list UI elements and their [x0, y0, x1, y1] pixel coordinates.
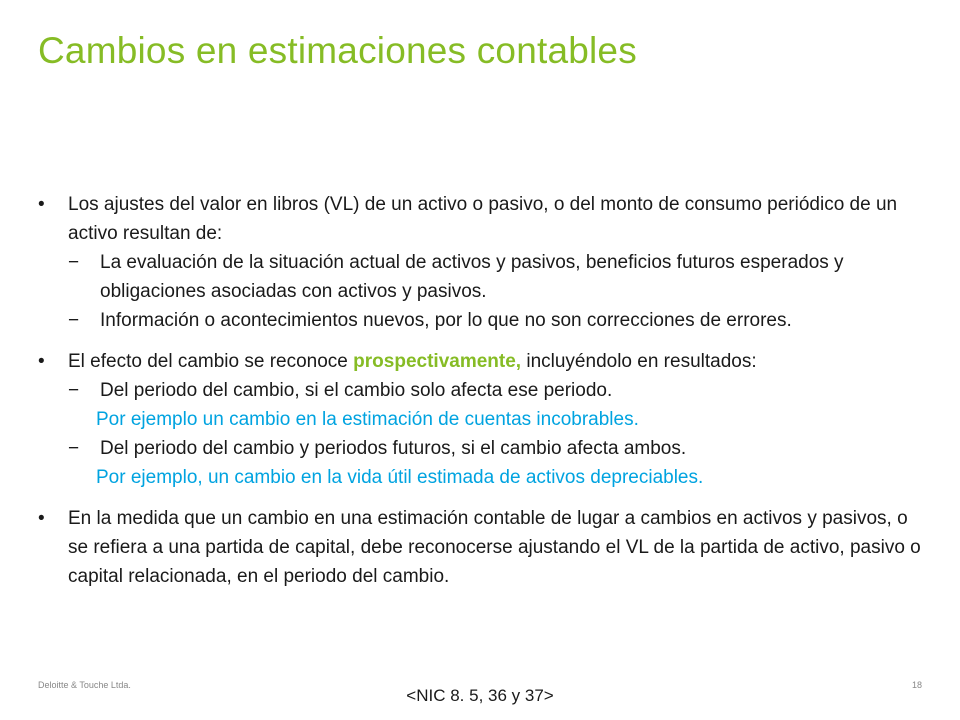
bullet-text-start: El efecto del cambio se reconoce	[68, 351, 354, 372]
example-text: Por ejemplo un cambio en la estimación de cuentas incobrables.	[96, 409, 639, 430]
sub-item	[68, 306, 928, 335]
bullet-text: En la medida que un cambio en una estimación contable de lugar a cambios en activos y pasivos, o se refiera a una partida de capital, debe reconocerse ajustando el VL de la partida de activo, pasivo o capital relacionada, en el periodo del cambio.	[68, 508, 921, 587]
bullet-text: Los ajustes del valor en libros (VL) de un activo o pasivo, o del monto de consumo periódico de un activo resultan de:	[68, 194, 898, 244]
bullet-text	[68, 347, 928, 376]
sub-item	[68, 376, 928, 405]
footer-company: Deloitte & Touche Ltda.	[38, 680, 131, 690]
page-number: 18	[911, 680, 922, 690]
sub-item-text: Información o acontecimientos nuevos, por lo que no son correcciones de errores.	[100, 310, 792, 331]
dash-icon: −	[68, 310, 80, 331]
bullet-item-2	[38, 347, 928, 492]
sub-item-text: La evaluación de la situación actual de activos y pasivos, beneficios futuros esperados y obligaciones asociadas con activos y pasivos.	[100, 252, 844, 302]
slide-content	[38, 190, 928, 591]
bullet-text-end: incluyéndolo en resultados:	[521, 351, 757, 372]
slide-title: Cambios en estimaciones contables	[38, 30, 637, 71]
sub-item-text: Del periodo del cambio y periodos futuros, si el cambio afecta ambos.	[100, 438, 687, 459]
bullet-item-3	[38, 504, 928, 591]
example-text: Por ejemplo, un cambio en la vida útil estimada de activos depreciables.	[96, 467, 704, 488]
dash-icon: −	[68, 252, 80, 273]
bullet-icon: •	[38, 194, 45, 215]
dash-icon: −	[68, 380, 80, 401]
bullet-icon: •	[38, 508, 45, 529]
standard-reference: <NIC 8. 5, 36 y 37>	[406, 686, 554, 705]
dash-icon: −	[68, 438, 80, 459]
highlight-text: prospectivamente,	[353, 351, 522, 372]
sub-item	[68, 248, 928, 306]
sub-item	[68, 434, 928, 463]
bullet-item-1	[38, 190, 928, 335]
bullet-icon: •	[38, 351, 45, 372]
sub-item-text: Del periodo del cambio, si el cambio solo afecta ese periodo.	[100, 380, 613, 401]
